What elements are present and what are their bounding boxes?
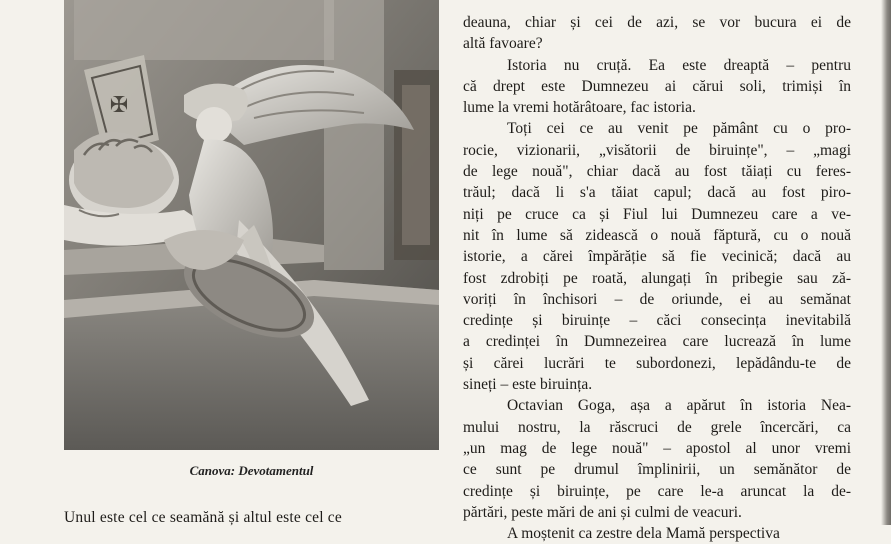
text-line: trăul; dacă li s'a tăiat capul; dacă au fost piro- — [463, 184, 851, 202]
text-fragment: Istoria nu cruță. Ea este dreaptă – pentru — [507, 56, 851, 74]
text-line: altă favoare? — [463, 35, 543, 53]
right-column-text — [463, 12, 851, 544]
figure-caption: Canova: Devotamentul — [189, 463, 314, 478]
text-line: Toți cei ce au venit pe pământ cu o pro- — [507, 120, 851, 138]
text-line: „un mag de lege nouă" – apostol al unor vremi — [463, 439, 851, 457]
text-line: fost zdrobiți pe roată, alungați în pribegie sau ză- — [463, 269, 851, 287]
text-line: credințe și biruințe – căci consecința inevitabilă — [463, 312, 851, 330]
svg-text:✠: ✠ — [109, 93, 129, 118]
text-line: nit în lume să zidească o nouă făptură, cu o nouă — [463, 226, 851, 244]
left-column-text: Unul este cel ce seamănă și altul este cel ce — [64, 509, 342, 526]
text-line: a credinței în Dumnezeirea care lucrează în lume — [463, 333, 851, 351]
text-line: de lege nouă", chiar dacă au fost tăiați cu feres- — [463, 163, 851, 181]
text-line: sineți – este biruința. — [463, 376, 593, 394]
text-line: A moștenit ca zestre dela Mamă perspectiva — [507, 525, 780, 543]
text-line: credințe și biruințe, pe care le-a aruncat la de- — [463, 482, 851, 500]
text-line: niți pe cruce ca și Fiul lui Dumnezeu care a ve- — [463, 205, 851, 223]
text-line — [463, 55, 851, 76]
sculpture-illustration — [64, 0, 439, 450]
text-line: părtări, peste mări de ani și culmi de veacuri. — [463, 503, 742, 521]
page-edge-shadow — [881, 0, 891, 525]
text-line: Octavian Goga, așa a apărut în istoria Nea- — [507, 397, 851, 415]
text-line: voriți în închisori – de oriunde, ei au semănat — [463, 290, 851, 308]
text-line: și cărei lucrări te subordonezi, lepădându-te de — [463, 354, 851, 372]
text-line: istorie, a cărei împărăție să fie vecinică; dacă au — [463, 248, 851, 266]
text-line: lume la vremi hotărâtoare, fac istoria. — [463, 99, 696, 117]
text-line: ce sunt pe drumul împlinirii, un semănător de — [463, 461, 851, 479]
text-line: deauna, chiar și cei de azi, se vor bucura ei de — [463, 14, 851, 31]
sculpture-photo — [64, 0, 439, 450]
text-line: că drept este Dumnezeu ai cărui soli, trimiși în — [463, 77, 851, 95]
text-line: mului nostru, la răscruci de grele încercări, ca — [463, 418, 851, 436]
text-line: rocie, vizionarii, „visătorii de biruințe", – „magi — [463, 141, 851, 159]
